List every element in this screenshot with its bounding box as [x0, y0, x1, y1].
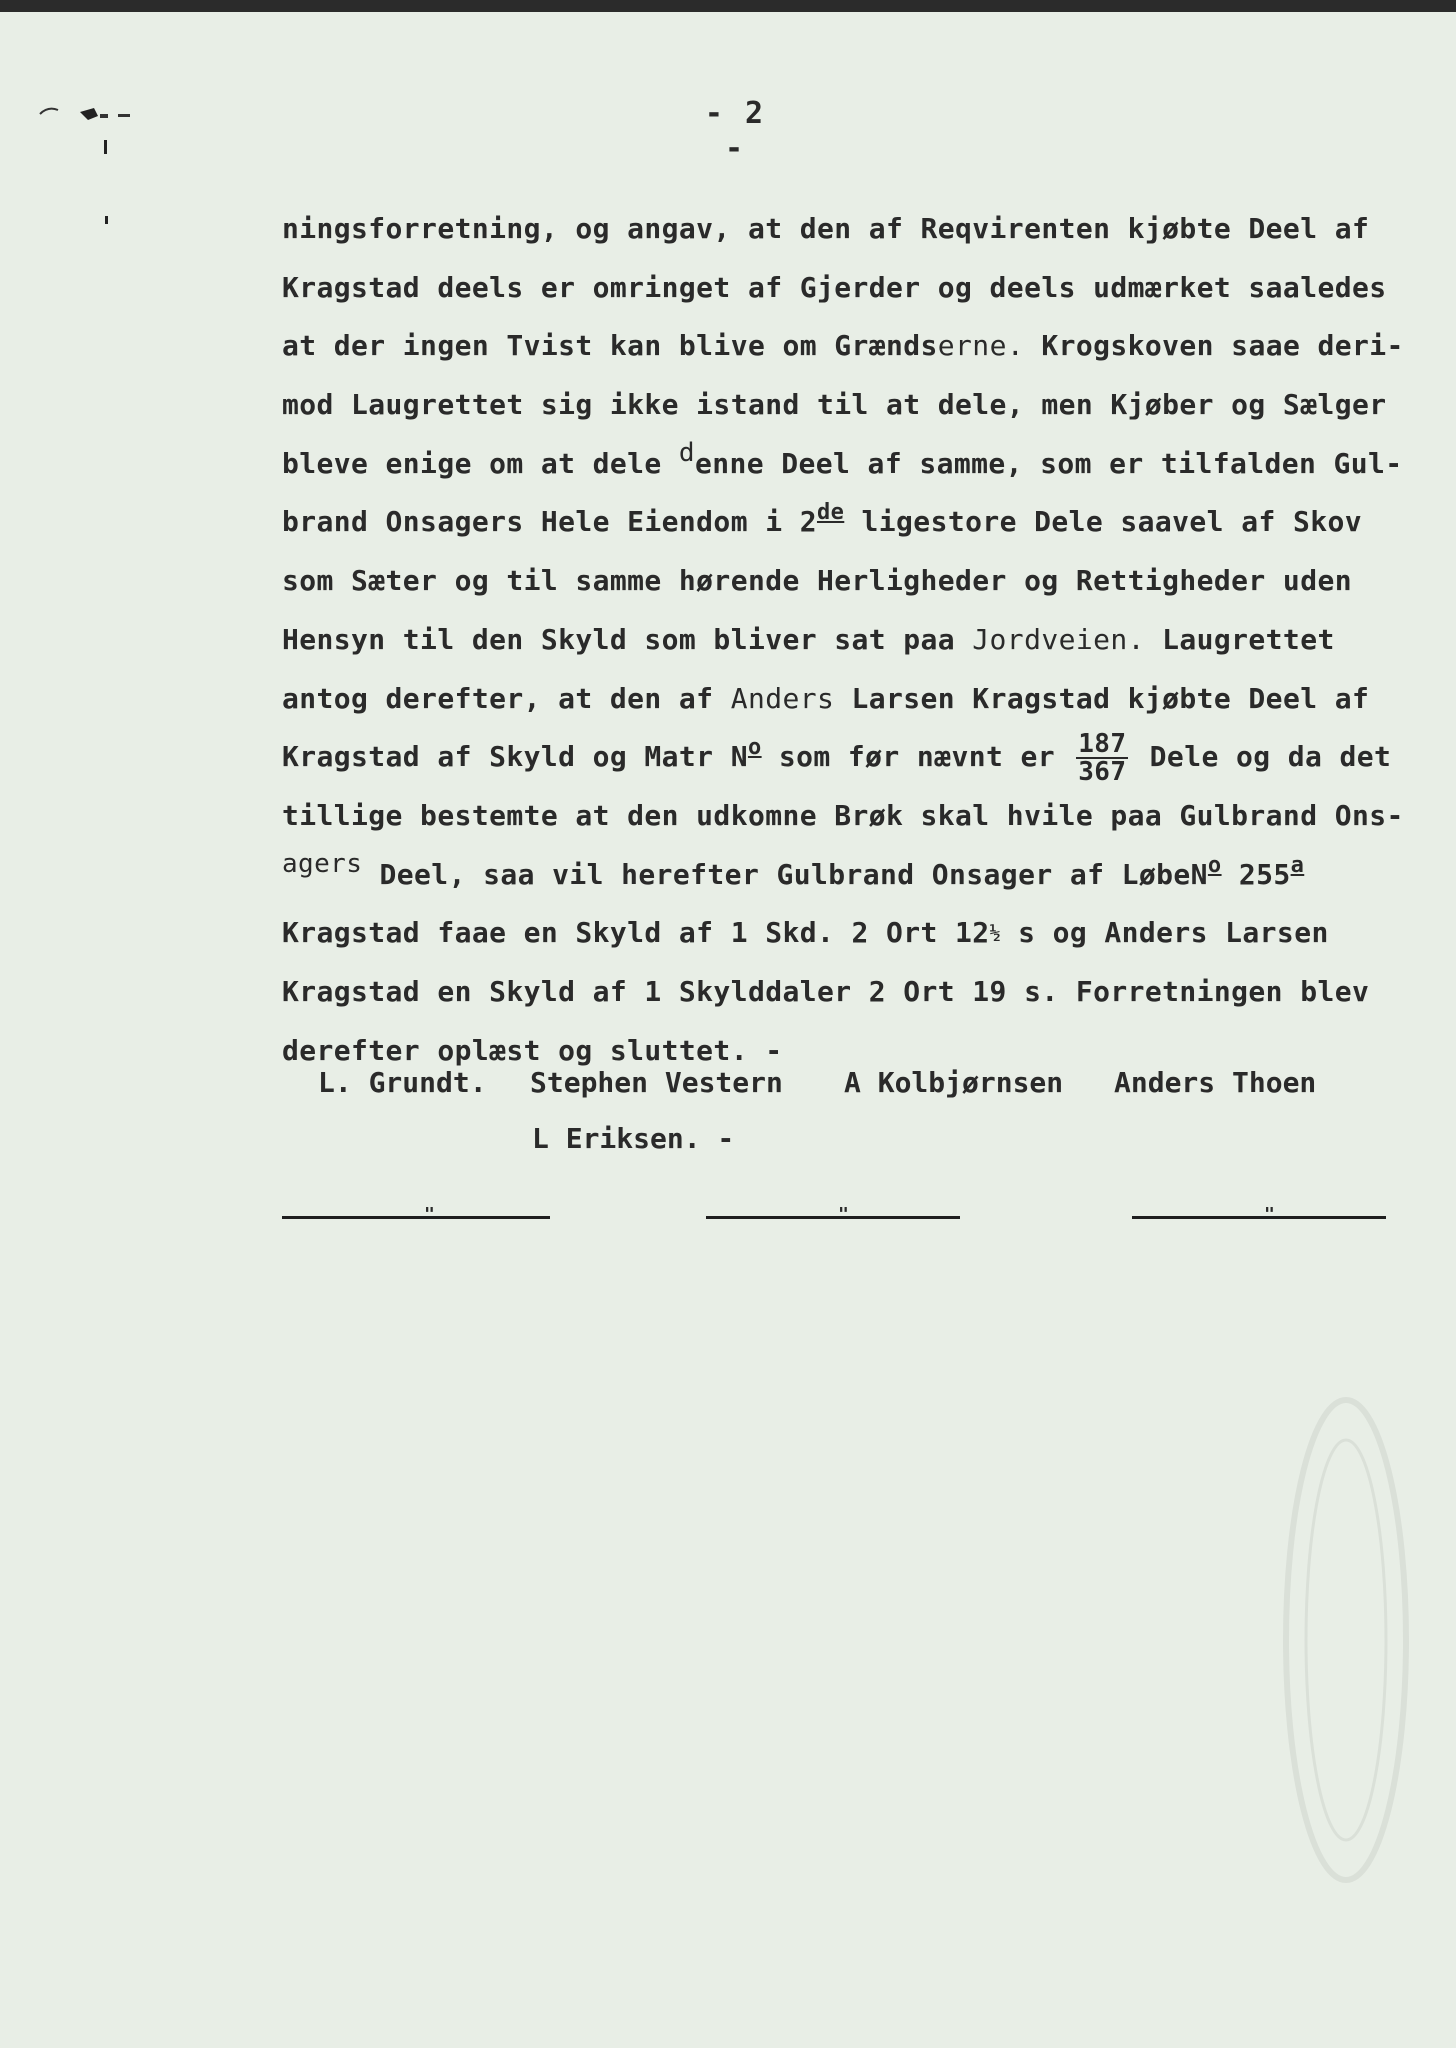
- handwritten-insert: agers: [282, 848, 363, 879]
- text-span: Hensyn til den Skyld som bliver sat paa: [282, 622, 973, 656]
- text-span: som Sæter og til samme hørende Herligheder og Rettigheder uden: [282, 564, 1352, 598]
- fraction: [1076, 729, 1128, 788]
- text-line: [282, 317, 1412, 376]
- signature-vestern: Stephen Vestern: [530, 1066, 783, 1099]
- superscript: de: [816, 500, 845, 526]
- body-text: [282, 200, 1412, 1080]
- text-span: ligestore Dele saavel af Skov: [844, 505, 1363, 539]
- text-line: [282, 552, 1412, 611]
- text-span: s og Anders Larsen: [1000, 916, 1329, 950]
- text-span: Kragstad en Skyld af 1 Skylddaler 2 Ort 19 s. Forretningen blev: [282, 974, 1370, 1008]
- text-line: [282, 904, 1412, 963]
- text-span: Krogskoven saae deri-: [1024, 329, 1404, 363]
- divider-rule: [706, 1204, 960, 1225]
- divider-rule: [282, 1204, 550, 1225]
- text-span: Laugrettet: [1144, 622, 1335, 656]
- text-span: antog derefter, at den af: [282, 681, 731, 715]
- text-span: ningsforretning, og angav, at den af Reqvirenten kjøbte Deel af: [282, 212, 1370, 245]
- text-line: [282, 611, 1412, 670]
- text-line: [282, 963, 1412, 1022]
- text-line: [282, 200, 1412, 259]
- handwritten-insert: d: [678, 437, 695, 468]
- signature-kolbjornsen: A Kolbjørnsen: [844, 1066, 1064, 1099]
- fraction-numerator: 187: [1078, 729, 1127, 760]
- text-span: enne Deel af samme, som er tilfalden Gul-: [694, 446, 1403, 480]
- ink-mark-icon: [38, 104, 178, 244]
- signature-eriksen: L Eriksen. -: [532, 1122, 735, 1155]
- text-span: Kragstad deels er omringet af Gjerder og deels udmærket saaledes: [282, 270, 1387, 304]
- signature-grundt: L. Grundt.: [318, 1066, 487, 1099]
- text-span: brand Onsagers Hele Eiendom i 2: [282, 505, 817, 539]
- text-line: [282, 435, 1412, 494]
- signature-thoen: Anders Thoen: [1114, 1066, 1317, 1099]
- text-span: Deel, saa vil herefter Gulbrand Onsager af LøbeN: [362, 857, 1208, 891]
- text-span: Dele og da det: [1132, 740, 1392, 774]
- text-line: [282, 493, 1412, 552]
- superscript: o: [747, 735, 762, 761]
- text-line: [282, 728, 1412, 787]
- rule-mark: ": [1264, 1204, 1275, 1225]
- text-span: bleve enige om at dele: [282, 446, 679, 480]
- page-number: - 2 -: [704, 96, 766, 166]
- rule-mark: ": [424, 1204, 435, 1225]
- text-line: [282, 259, 1412, 318]
- text-line: [282, 376, 1412, 435]
- text-span: tillige bestemte at den udkomne Brøk skal hvile paa Gulbrand Ons-: [282, 798, 1404, 832]
- faint-stamp-icon: [1276, 1380, 1416, 1900]
- divider-rule: [1132, 1204, 1386, 1225]
- text-line: [282, 670, 1412, 729]
- superscript: o: [1207, 852, 1222, 878]
- text-span: Kragstad af Skyld og Matr N: [282, 740, 748, 774]
- text-line: [282, 846, 1412, 905]
- text-line: [282, 787, 1412, 846]
- text-span: Larsen Kragstad kjøbte Deel af: [834, 681, 1370, 715]
- text-span: mod Laugrettet sig ikke istand til at dele, men Kjøber og Sælger: [282, 388, 1387, 422]
- fraction-denominator: 367: [1078, 757, 1127, 788]
- text-span: 255: [1221, 857, 1291, 891]
- text-span: at der ingen Tvist kan blive om Grænds: [282, 329, 938, 363]
- half-fraction: ½: [989, 922, 1001, 944]
- scan-top-edge: [0, 0, 1456, 12]
- handwritten-insert: erne.: [937, 329, 1025, 363]
- handwritten-insert: Anders: [730, 681, 835, 715]
- superscript: a: [1290, 852, 1305, 878]
- text-span: som før nævnt er: [761, 740, 1073, 774]
- text-span: derefter oplæst og sluttet. -: [282, 1033, 783, 1067]
- handwritten-insert: Jordveien.: [972, 622, 1145, 656]
- text-span: Kragstad faae en Skyld af 1 Skd. 2 Ort 12: [282, 916, 990, 950]
- rule-mark: ": [838, 1204, 849, 1225]
